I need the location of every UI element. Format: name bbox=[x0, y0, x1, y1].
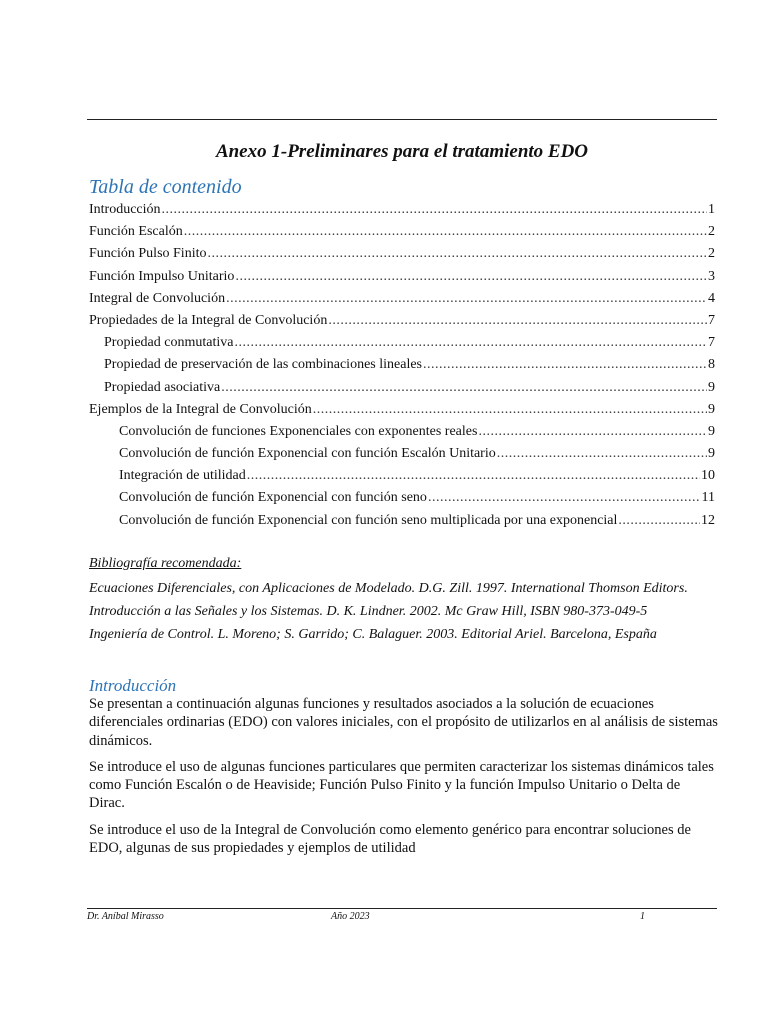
toc-entry-title: Propiedad conmutativa bbox=[104, 335, 234, 351]
toc-entry-page: 9 bbox=[708, 423, 715, 439]
introduction-heading: Introducción bbox=[89, 676, 177, 695]
toc-entry-propiedad-conmutativa[interactable] bbox=[89, 332, 715, 354]
toc-leader-dots bbox=[207, 243, 707, 265]
toc-entry-propiedad-preservacion[interactable] bbox=[89, 354, 715, 376]
toc-entry-propiedades-integral[interactable] bbox=[89, 310, 715, 332]
toc-entry-title: Función Impulso Unitario bbox=[89, 268, 235, 284]
bibliography-item: Ecuaciones Diferenciales, con Aplicaciones de Modelado. D.G. Zill. 1997. International Thomson Editors. bbox=[89, 581, 688, 596]
toc-entry-page: 4 bbox=[708, 290, 715, 306]
page-footer bbox=[87, 911, 717, 925]
toc-entry-page: 11 bbox=[701, 490, 715, 506]
toc-entry-integral-convolucion[interactable] bbox=[89, 288, 715, 310]
toc-entry-title: Convolución de función Exponencial con función seno multiplicada por una exponencial bbox=[119, 512, 618, 528]
introduction-body bbox=[89, 695, 719, 865]
footer-author: Dr. Aníbal Mirasso bbox=[87, 911, 164, 922]
document-title: Anexo 1-Preliminares para el tratamiento EDO bbox=[215, 141, 589, 162]
toc-entry-conv-exponenciales[interactable] bbox=[89, 421, 715, 443]
toc-entry-title: Introducción bbox=[89, 202, 161, 217]
toc-entry-propiedad-asociativa[interactable] bbox=[89, 377, 715, 399]
toc-entry-funcion-impulso-unitario[interactable] bbox=[89, 266, 715, 288]
toc-entry-title: Convolución de funciones Exponenciales con exponentes reales bbox=[119, 423, 478, 439]
header-rule bbox=[87, 119, 717, 120]
bibliography-list bbox=[89, 580, 715, 649]
toc-entry-title: Propiedades de la Integral de Convolución bbox=[89, 312, 328, 328]
toc-entry-page: 9 bbox=[708, 379, 715, 395]
toc-entry-title: Ejemplos de la Integral de Convolución bbox=[89, 401, 312, 417]
toc-entry-conv-exponencial-seno[interactable] bbox=[89, 487, 715, 509]
toc-entry-page: 9 bbox=[708, 446, 715, 462]
toc-entry-introduccion[interactable] bbox=[89, 199, 715, 221]
toc-leader-dots bbox=[423, 354, 707, 376]
toc-entry-title: Propiedad asociativa bbox=[104, 379, 221, 395]
footer-page-number: 1 bbox=[640, 911, 645, 922]
toc-entry-page: 3 bbox=[708, 268, 715, 284]
toc-entry-page: 9 bbox=[708, 401, 715, 417]
introduction-paragraph: Se introduce el uso de la Integral de Convolución como elemento genérico para encontrar soluciones de EDO, algunas de sus propiedades y ejemplos de utilidad bbox=[89, 821, 691, 857]
table-of-contents bbox=[89, 199, 715, 532]
toc-leader-dots bbox=[221, 377, 707, 399]
bibliography-item: Ingeniería de Control. L. Moreno; S. Garrido; C. Balaguer. 2003. Editorial Ariel. Barcelona, España bbox=[89, 627, 657, 642]
toc-leader-dots bbox=[618, 510, 700, 532]
toc-entry-title: Función Pulso Finito bbox=[89, 246, 207, 262]
toc-entry-funcion-escalon[interactable] bbox=[89, 221, 715, 243]
toc-leader-dots bbox=[328, 310, 707, 332]
toc-leader-dots bbox=[162, 199, 707, 221]
toc-entry-conv-exponencial-escalon[interactable] bbox=[89, 443, 715, 465]
bibliography-label: Bibliografía recomendada: bbox=[89, 556, 242, 571]
toc-leader-dots bbox=[497, 443, 707, 465]
footer-year: Año 2023 bbox=[331, 911, 370, 922]
toc-entry-page: 2 bbox=[708, 246, 715, 262]
toc-entry-page: 2 bbox=[708, 224, 715, 240]
toc-entry-title: Función Escalón bbox=[89, 224, 183, 240]
toc-leader-dots bbox=[428, 487, 701, 509]
introduction-paragraph: Se introduce el uso de algunas funciones particulares que permiten caracterizar los sistemas dinámicos tales como Función Escalón o de Heaviside; Función Pulso Finito y la función Impulso Unitario o Delta de Dirac. bbox=[89, 758, 714, 812]
toc-leader-dots bbox=[234, 332, 707, 354]
toc-entry-title: Convolución de función Exponencial con función seno bbox=[119, 490, 427, 506]
toc-entry-title: Propiedad de preservación de las combinaciones lineales bbox=[104, 357, 422, 373]
toc-heading: Tabla de contenido bbox=[89, 176, 242, 198]
toc-leader-dots bbox=[235, 266, 707, 288]
toc-entry-page: 12 bbox=[701, 512, 715, 528]
toc-entry-conv-exponencial-seno-exp[interactable] bbox=[89, 510, 715, 532]
toc-entry-ejemplos-integral[interactable] bbox=[89, 399, 715, 421]
toc-entry-page: 8 bbox=[708, 357, 715, 373]
toc-leader-dots bbox=[184, 221, 707, 243]
toc-entry-page: 7 bbox=[708, 312, 715, 328]
toc-entry-integracion-utilidad[interactable] bbox=[89, 465, 715, 487]
toc-entry-title: Integración de utilidad bbox=[119, 468, 246, 484]
toc-leader-dots bbox=[226, 288, 707, 310]
toc-leader-dots bbox=[247, 465, 700, 487]
toc-entry-page: 7 bbox=[708, 335, 715, 351]
toc-leader-dots bbox=[478, 421, 707, 443]
toc-entry-page: 10 bbox=[701, 468, 715, 484]
toc-entry-page: 1 bbox=[708, 202, 715, 217]
toc-entry-funcion-pulso-finito[interactable] bbox=[89, 243, 715, 265]
bibliography-item: Introducción a las Señales y los Sistemas. D. K. Lindner. 2002. Mc Graw Hill, ISBN 980-373-049-5 bbox=[89, 604, 648, 619]
footer-rule bbox=[87, 908, 717, 909]
toc-entry-title: Convolución de función Exponencial con función Escalón Unitario bbox=[119, 446, 496, 462]
toc-leader-dots bbox=[313, 399, 707, 421]
toc-entry-title: Integral de Convolución bbox=[89, 290, 226, 306]
introduction-paragraph: Se presentan a continuación algunas funciones y resultados asociados a la solución de ecuaciones diferenciales ordinarias (EDO) con valores iniciales, con el propósito de utilizarlos en al análisis de sistemas dinámicos. bbox=[89, 696, 718, 749]
